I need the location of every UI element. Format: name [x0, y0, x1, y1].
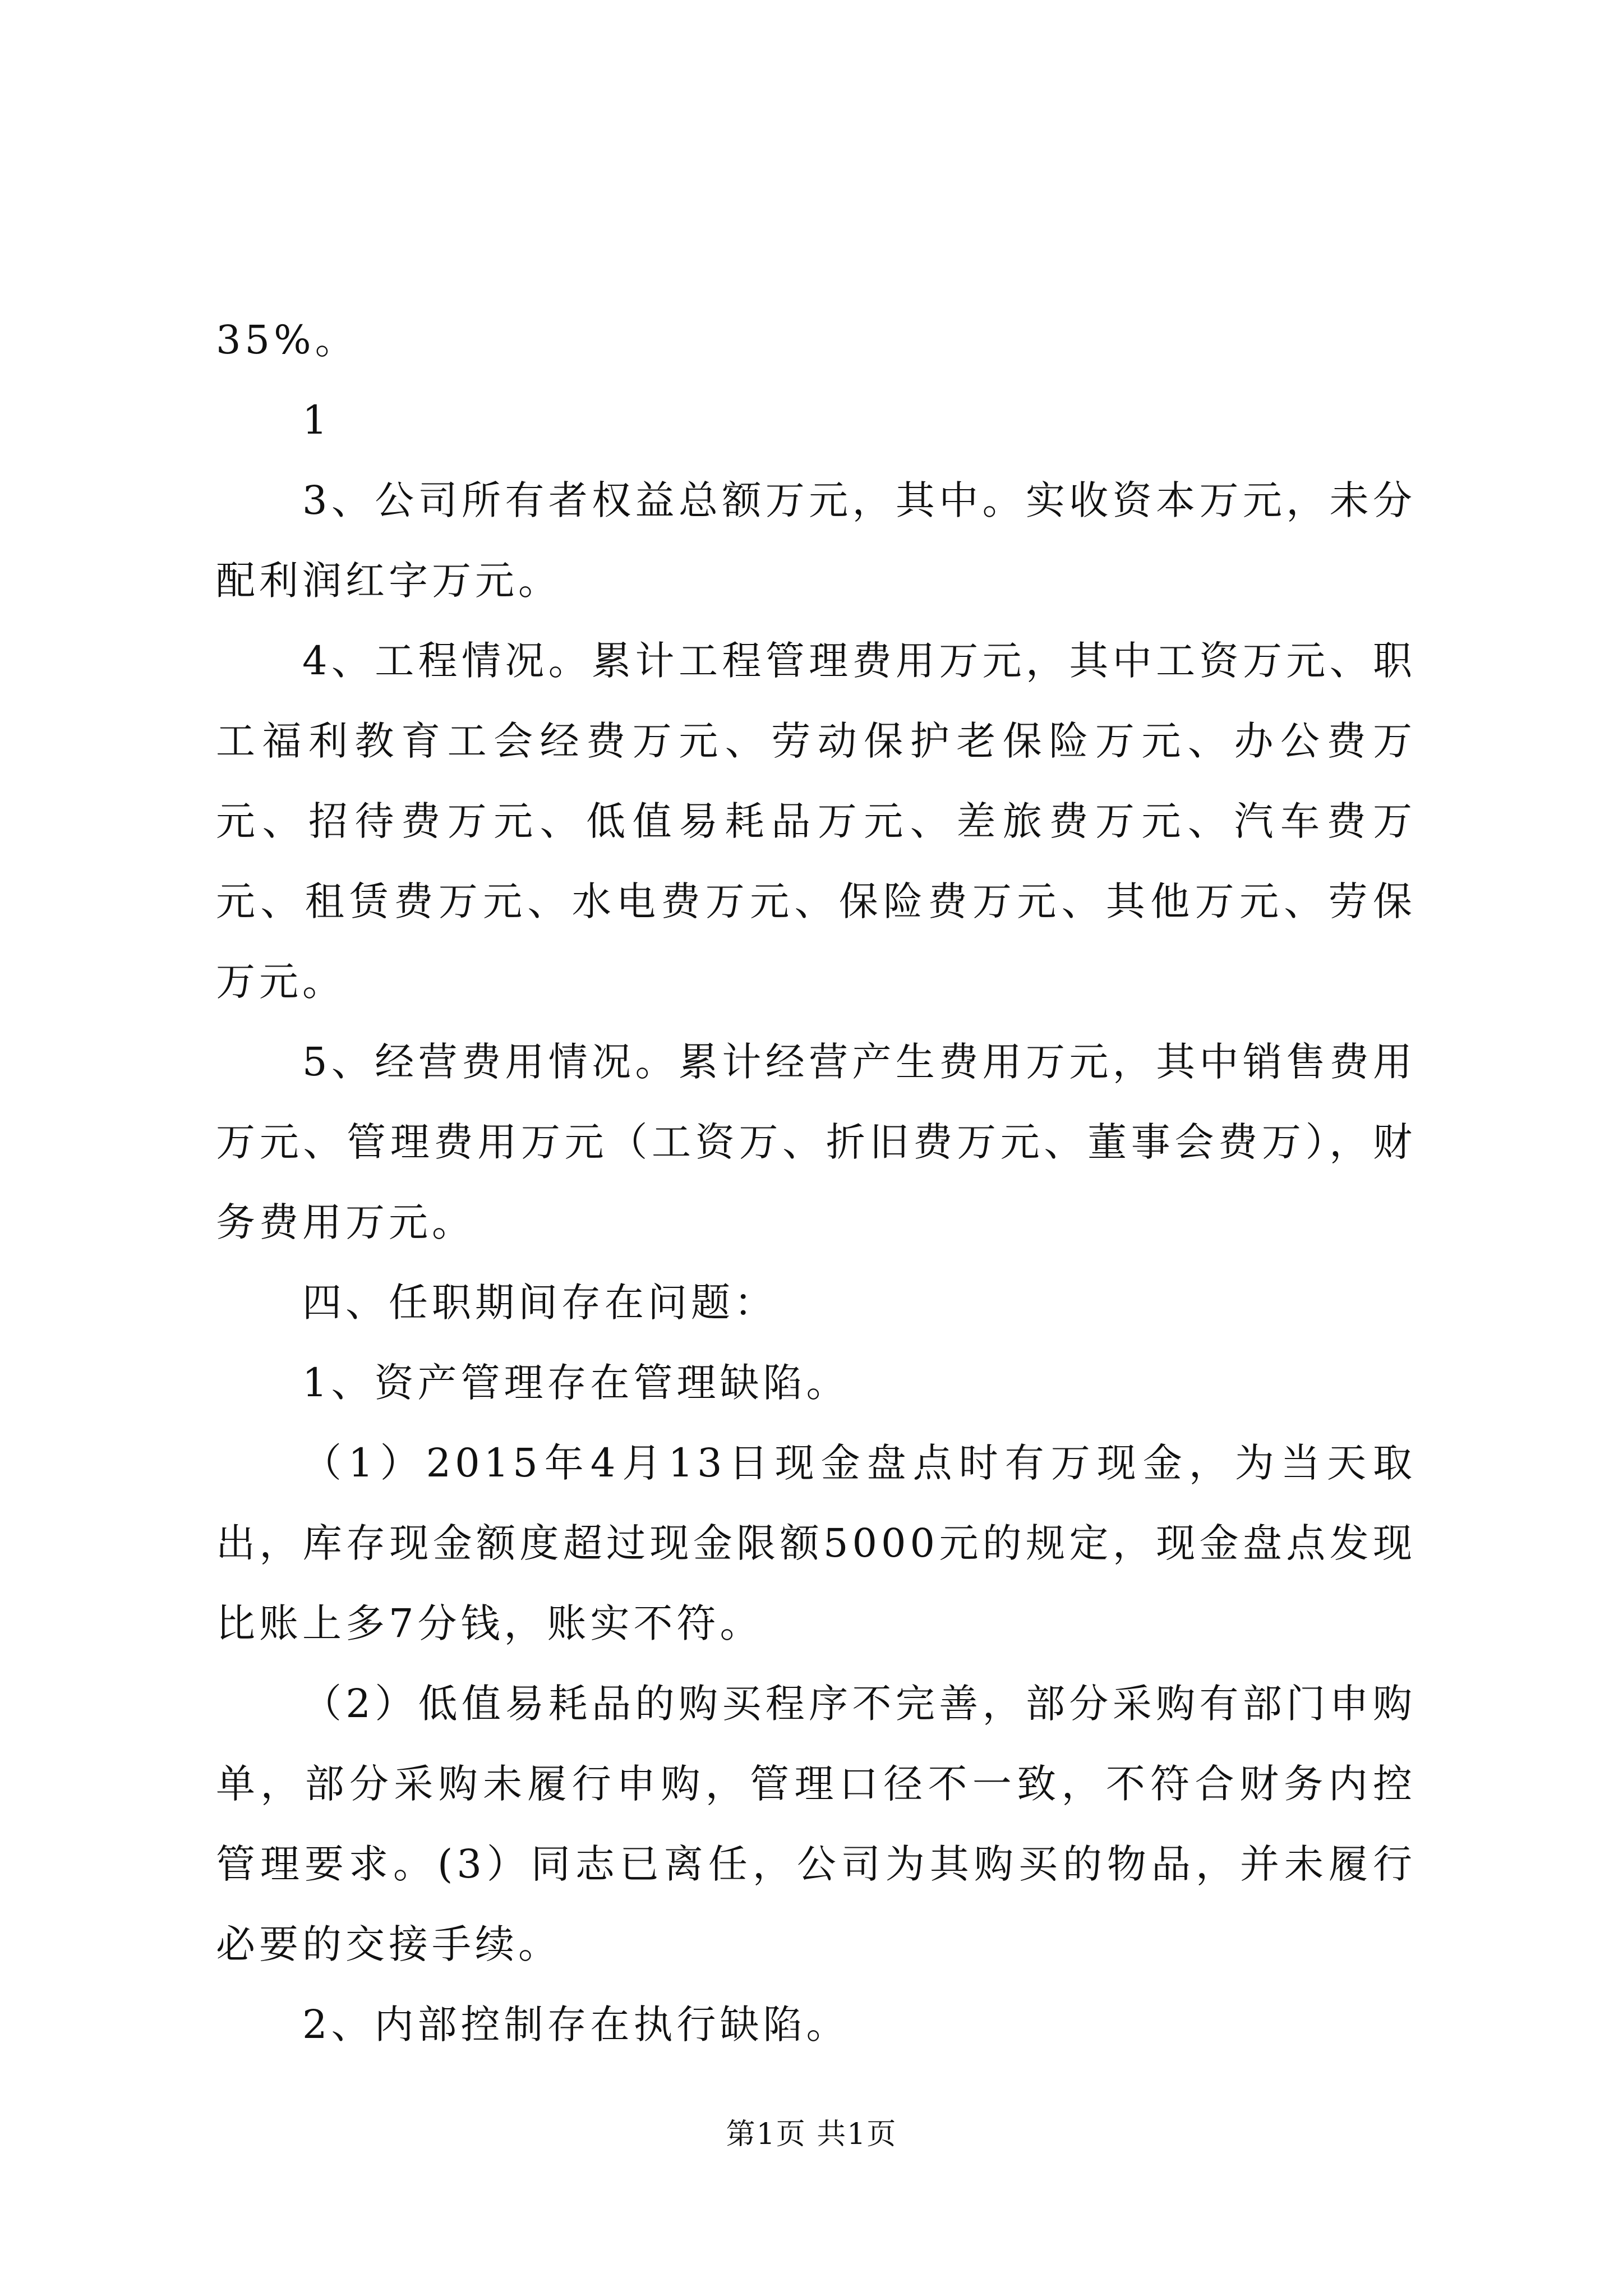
paragraph-1: 35%。	[216, 317, 358, 363]
paragraph-7: 1、资产管理存在管理缺陷。	[302, 1360, 850, 1406]
paragraph-8: （1）2015年4月13日现金盘点时有万现金，为当天取出，库存现金额度超过现金限额5000元的规定，现金盘点发现比账上多7分钱，账实不符。	[216, 1440, 1416, 1646]
page-footer: 第1页 共1页	[726, 2118, 897, 2151]
document-body	[216, 300, 1416, 2065]
paragraph-3: 3、公司所有者权益总额万元，其中。实收资本万元，未分配利润红字万元。	[216, 477, 1416, 604]
paragraph-10: 2、内部控制存在执行缺陷。	[302, 2001, 850, 2047]
paragraph-4: 4、工程情况。累计工程管理费用万元，其中工资万元、职工福利教育工会经费万元、劳动保护老保险万元、办公费万元、招待费万元、低值易耗品万元、差旅费万元、汽车费万元、租赁费万元、水电费万元、保险费万元、其他万元、劳保万元。	[216, 638, 1416, 1005]
paragraph-9: （2）低值易耗品的购买程序不完善，部分采购有部门申购单，部分采购未履行申购，管理口径不一致，不符合财务内控管理要求。(3）同志已离任，公司为其购买的物品，并未履行必要的交接手续。	[216, 1681, 1416, 1967]
paragraph-2: 1	[302, 397, 331, 443]
paragraph-5: 5、经营费用情况。累计经营产生费用万元，其中销售费用万元、管理费用万元（工资万、折旧费万元、董事会费万），财务费用万元。	[216, 1039, 1416, 1245]
section-heading: 四、任职期间存在问题：	[302, 1280, 777, 1326]
